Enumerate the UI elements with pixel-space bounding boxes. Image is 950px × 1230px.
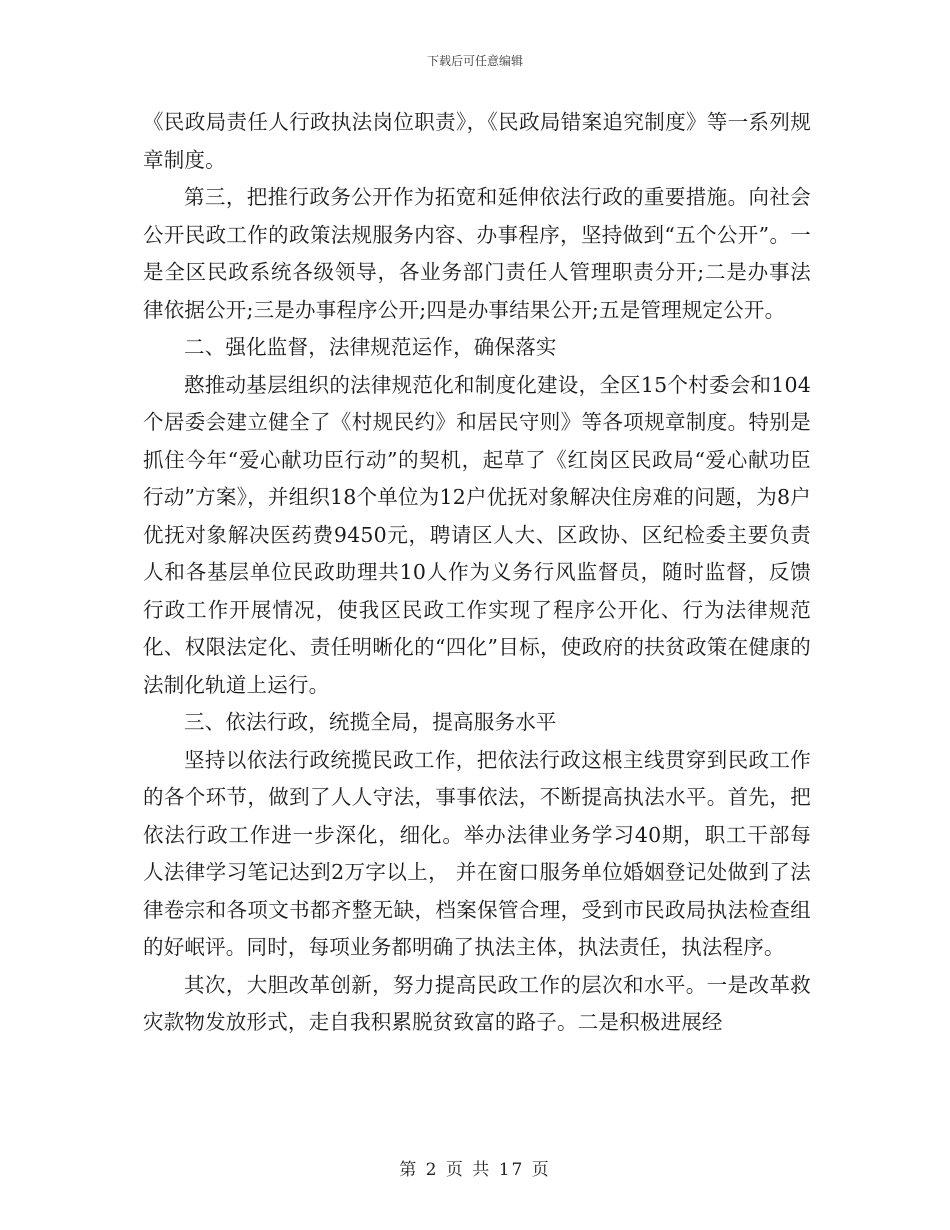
document-body — [143, 104, 811, 1042]
paragraph-1: 《民政局责任人行政执法岗位职责》，《民政局错案追究制度》等一系列规章制度。 — [143, 110, 811, 172]
section-heading-3: 三、依法行政，统揽全局，提高服务水平 — [184, 710, 557, 734]
page-header-note: 下载后可任意编辑 — [426, 54, 523, 68]
paragraph-4: 坚持以依法行政统揽民政工作，把依法行政这根主线贯穿到民政工作的各个环节，做到了人人守法，事事依法，不断提高执法水平。首先，把依法行政工作进一步深化，细化。举办法律业务学习40期，职工干部每人法律学习笔记达到2万字以上， 并在窗口服务单位婚姻登记处做到了法律卷宗和各项文书都齐整无缺，档案保管合理，受到市民政局执法检查组的好岷评。同时，每项业务都明确了执法主体，执法责任，执法程序。 — [143, 747, 811, 959]
page-number: 第 2 页 共 17 页 — [399, 1160, 551, 1180]
paragraph-2: 第三，把推行政务公开作为拓宽和延伸依法行政的重要措施。向社会公开民政工作的政策法规服务内容、办事程序，坚持做到“五个公开”。一是全区民政系统各级领导，各业务部门责任人管理职责分开;二是办事法律依据公开;三是办事程序公开;四是办事结果公开;五是管理规定公开。 — [143, 185, 811, 322]
paragraph-5: 其次，大胆改革创新，努力提高民政工作的层次和水平。一是改革救灾款物发放形式，走自我积累脱贫致富的路子。二是积极进展经 — [143, 972, 811, 1034]
section-heading-2: 二、强化监督，法律规范运作，确保落实 — [184, 335, 557, 359]
paragraph-3: 憨推动基层组织的法律规范化和制度化建设，全区15个村委会和104个居委会建立健全了《村规民约》和居民守则》等各项规章制度。特别是抓住今年“爱心献功臣行动”的契机，起草了《红岗区民政局“爱心献功臣行动”方案》，并组织18个单位为12户优抚对象解决住房难的问题，为8户优抚对象解决医药费9450元，聘请区人大、区政协、区纪检委主要负责人和各基层单位民政助理共10人作为义务行风监督员，随时监督，反馈行政工作开展情况，使我区民政工作实现了程序公开化、行为法律规范化、权限法定化、责任明晰化的“四化”目标，使政府的扶贫政策在健康的法制化轨道上运行。 — [143, 372, 811, 697]
